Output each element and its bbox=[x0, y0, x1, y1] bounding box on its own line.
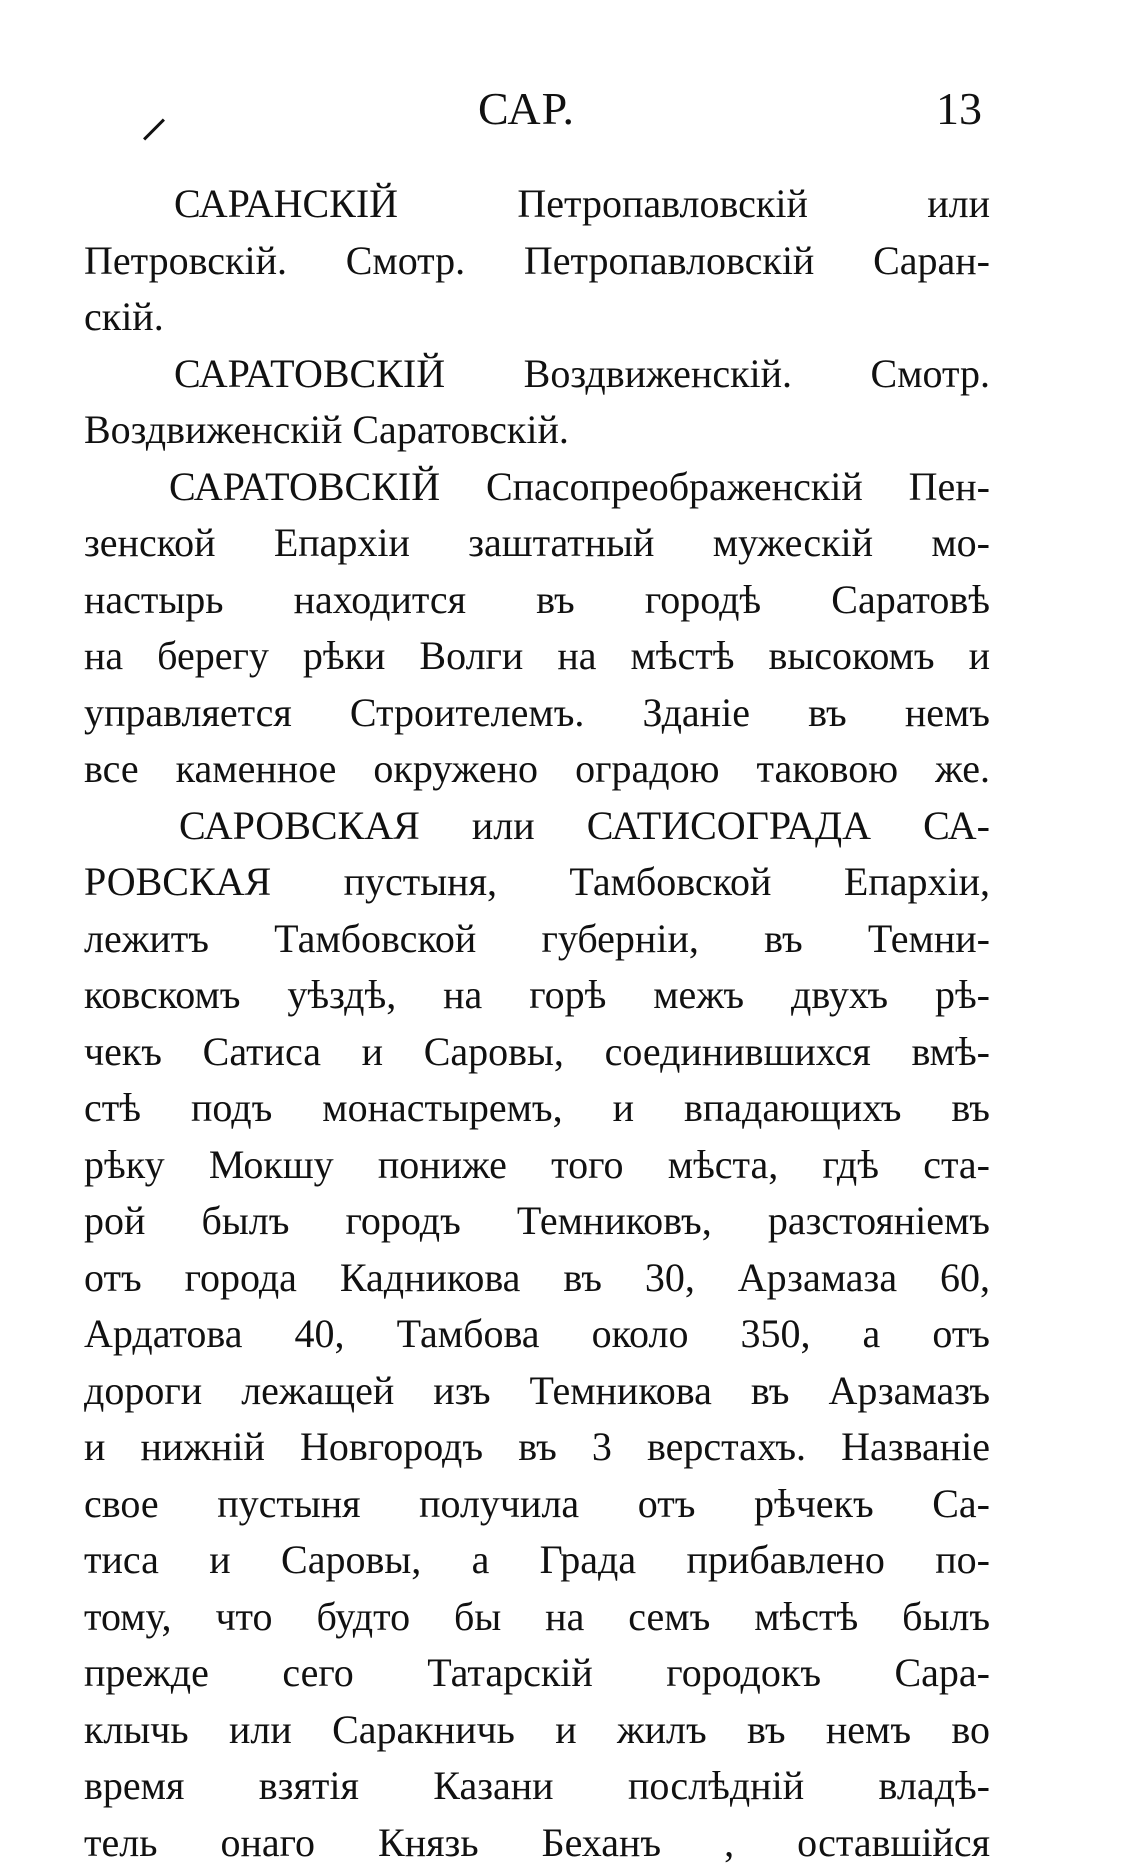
text-line: отъ города Кадникова въ 30, Арзамаза 60, bbox=[84, 1250, 990, 1307]
text-line: Ардатова 40, Тамбова около 350, а отъ bbox=[84, 1306, 990, 1363]
text-line: САРАТОВСКІЙ Воздвиженскій. Смотр. bbox=[84, 346, 990, 403]
page-header bbox=[0, 82, 1140, 142]
text-line: прежде сего Татарскій городокъ Сара- bbox=[84, 1645, 990, 1702]
body-text bbox=[84, 176, 990, 1871]
text-line: время взятія Казани послѣдній владѣ- bbox=[84, 1758, 990, 1815]
text-line: Петровскій. Смотр. Петропавловскій Саран- bbox=[84, 233, 990, 290]
text-line: тель онаго Князь Беханъ , оставшійся bbox=[84, 1815, 990, 1871]
text-line: РОВСКАЯ пустыня, Тамбовской Епархіи, bbox=[84, 854, 990, 911]
text-line: управляется Строителемъ. Зданіе въ немъ bbox=[84, 685, 990, 742]
text-line: тиса и Саровы, а Града прибавлено по- bbox=[84, 1532, 990, 1589]
text-line: рой былъ городъ Темниковъ, разстояніемъ bbox=[84, 1193, 990, 1250]
text-line: настырь находится въ городѣ Саратовѣ bbox=[84, 572, 990, 629]
text-line: дороги лежащей изъ Темникова въ Арзамазъ bbox=[84, 1363, 990, 1420]
text-line: тому, что будто бы на семъ мѣстѣ былъ bbox=[84, 1589, 990, 1646]
text-line: скій. bbox=[84, 289, 990, 346]
text-line: лежитъ Тамбовской губерніи, въ Темни- bbox=[84, 911, 990, 968]
text-line: рѣку Мокшу пониже того мѣста, гдѣ ста- bbox=[84, 1137, 990, 1194]
running-head: САР. bbox=[478, 82, 575, 135]
text-line: клычь или Саракничь и жилъ въ немъ во bbox=[84, 1702, 990, 1759]
text-line: чекъ Сатиса и Саровы, соединившихся вмѣ- bbox=[84, 1024, 990, 1081]
page-number: 13 bbox=[936, 82, 982, 135]
text-line: ковскомъ уѣздѣ, на горѣ межъ двухъ рѣ- bbox=[84, 967, 990, 1024]
text-line: и нижній Новгородъ въ 3 верстахъ. Названіе bbox=[84, 1419, 990, 1476]
text-line: зенской Епархіи заштатный мужескій мо- bbox=[84, 515, 990, 572]
text-line: на берегу рѣки Волги на мѣстѣ высокомъ и bbox=[84, 628, 990, 685]
text-line: САРАНСКІЙ Петропавловскій или bbox=[84, 176, 990, 233]
text-line: САРОВСКАЯ или САТИСОГРАДА СА- bbox=[84, 798, 990, 855]
text-line: все каменное окружено оградою таковою же. bbox=[84, 741, 990, 798]
text-line: свое пустыня получила отъ рѣчекъ Са- bbox=[84, 1476, 990, 1533]
text-line: САРАТОВСКІЙ Спасопреображенскій Пен- bbox=[84, 459, 990, 516]
text-line: стѣ подъ монастыремъ, и впадающихъ въ bbox=[84, 1080, 990, 1137]
text-line: Воздвиженскій Саратовскій. bbox=[84, 402, 990, 459]
